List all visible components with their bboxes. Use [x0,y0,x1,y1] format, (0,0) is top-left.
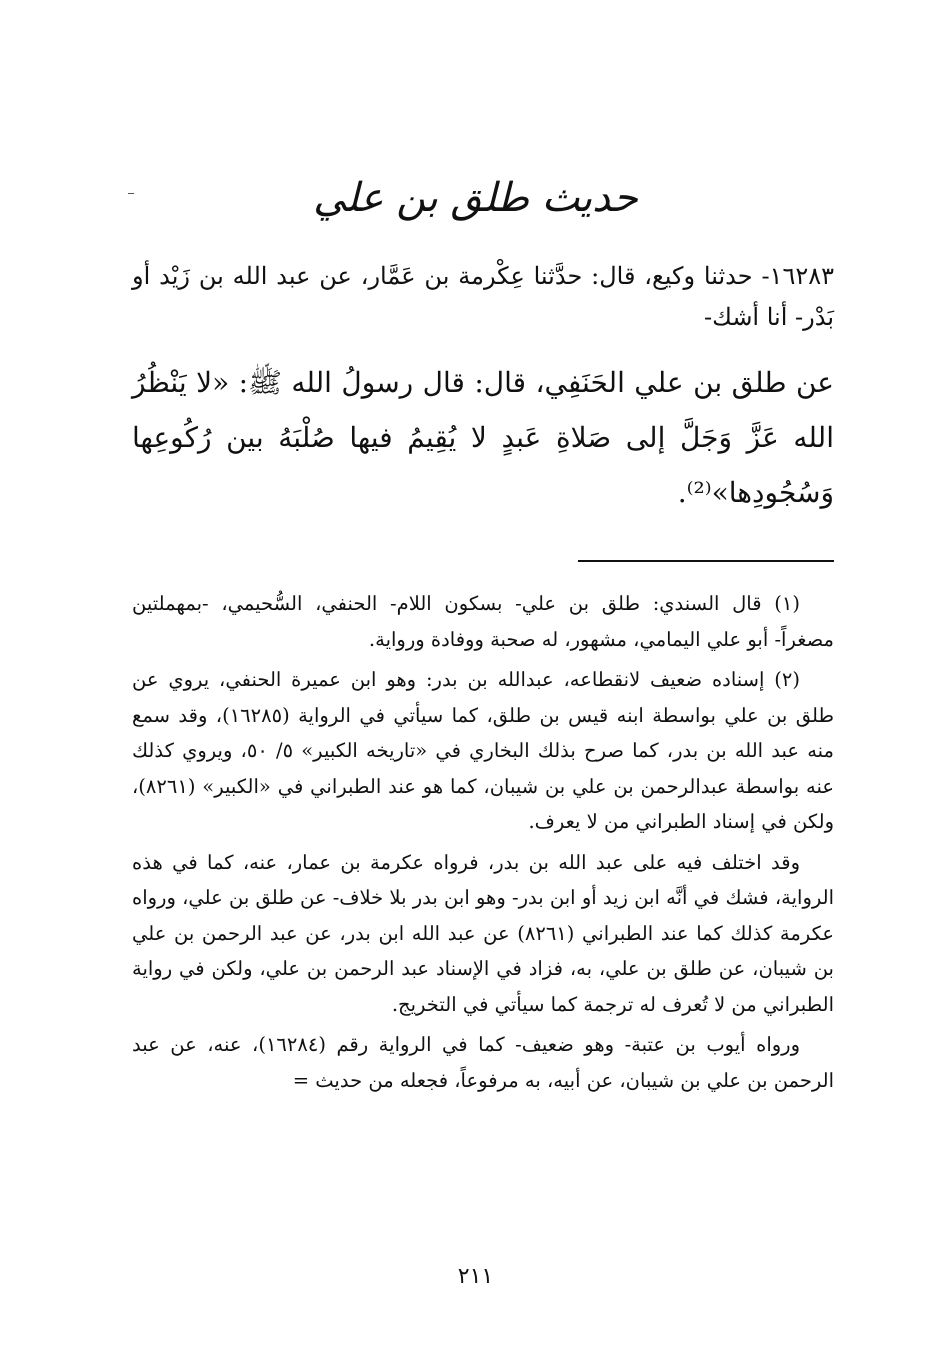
page-number: ٢١١ [457,1264,494,1289]
footnote-1: (١) قال السندي: طلق بن علي- بسكون اللام- الحنفي، السُّحيمي، -بمهملتين مصغراً- أبو علي اليمامي، مشهور، له صحبة ووفادة ورواية. [132,592,834,651]
hadith-heading: حديث طلق بن علي [313,175,638,221]
footnotes [132,586,834,1103]
footnote-divider [578,560,834,562]
footnote-2-continued-2: ورواه أيوب بن عتبة- وهو ضعيف- كما في الرواية رقم (١٦٢٨٤)، عنه، عن عبد الرحمن بن علي بن شيبان، عن أبيه، به مرفوعاً، فجعله من حديث = [132,1033,834,1092]
footnote-2-continued-1: وقد اختلف فيه على عبد الله بن بدر، فرواه عكرمة بن عمار، عنه، كما في هذه الرواية، فشك في أنَّه ابن زيد أو ابن بدر- وهو ابن بدر بلا خلاف- عن طلق بن علي، ورواه عكرمة كذلك كما عند الطبراني (٨٢٦١) عن عبد الله ابن بدر، عن عبد الرحمن بن علي بن شيبان، عن طلق بن علي، به، فزاد في الإسناد عبد الرحمن بن علي، ولكن في رواية الطبراني من لا تُعرف له ترجمة كما سيأتي في التخريج. [132,850,834,1016]
hadith-text: عن طلق بن علي الحَنَفِي، قال: قال رسولُ الله ﷺ: «لا يَنْظُرُ الله عَزَّ وَجَلَّ إلى صَلاةِ عَبدٍ لا يُقِيمُ فيها صُلْبَهُ بين رُكُوعِها وَسُجُودِها»⁽²⁾. [132,366,834,509]
footnote-2: (٢) إسناده ضعيف لانقطاعه، عبدالله بن بدر: وهو ابن عميرة الحنفي، يروي عن طلق بن علي بواسطة ابنه قيس بن طلق، كما سيأتي في الرواية (١٦٢٨٥)، وقد سمع منه عبد الله بن بدر، كما صرح بذلك البخاري في «تاريخه الكبير» ٥/ ٥٠، ويروي كذلك عنه بواسطة عبدالرحمن بن علي بن شيبان، كما هو عند الطبراني في «الكبير» (٨٢٦١)، ولكن في إسناد الطبراني من لا يعرف. [132,668,835,833]
hadith-isnad: ١٦٢٨٣- حدثنا وكيع، قال: حدَّثنا عِكْرمة بن عَمَّار، عن عبد الله بن زَيْد أو بَدْر- أنا أشك- [132,262,834,331]
